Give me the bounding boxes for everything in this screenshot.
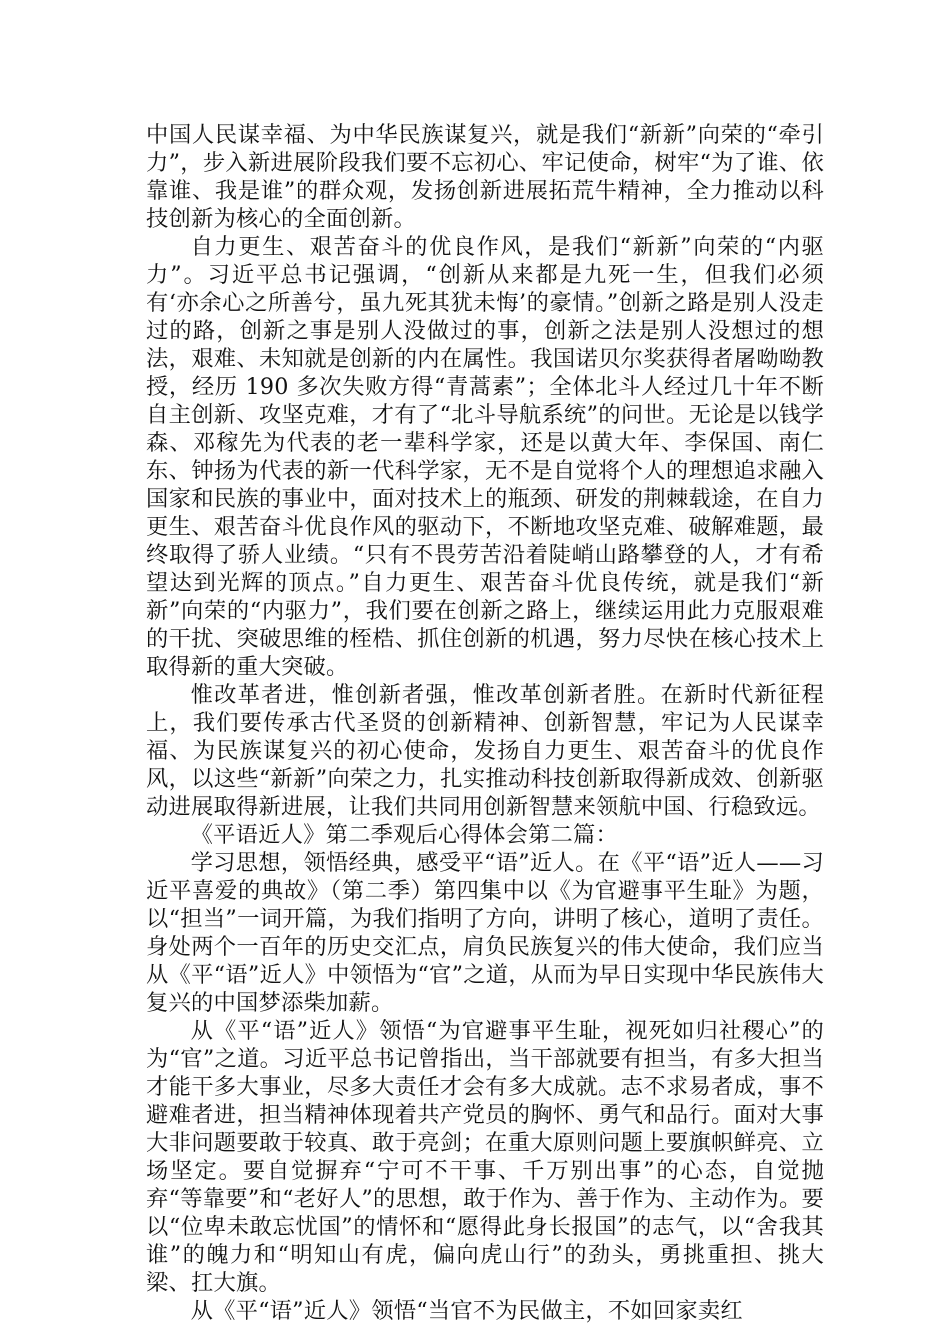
paragraph-1: 中国人民谋幸福、为中华民族谋复兴，就是我们“新新”向荣的“牵引力”，步入新进展阶段我们要不忘初心、牢记使命，树牢“为了谁、依靠谁、我是谁”的群众观，发扬创新进展拓荒牛精神，全力推动以科技创新为核心的全面创新。 — [146, 122, 824, 232]
document-page — [146, 121, 824, 1325]
paragraph-2: 自力更生、艰苦奋斗的优良作风，是我们“新新”向荣的“内驱力”。习近平总书记强调，“创新从来都是九死一生，但我们必须有‘亦余心之所善兮，虽九死其犹未悔’的豪情。”创新之路是别人没走过的路，创新之事是别人没做过的事，创新之法是别人没想过的想法，艰难、未知就是创新的内在属性。我国诺贝尔奖获得者屠呦呦教授，经历 190 多次失败方得“青蒿素”；全体北斗人经过几十年不断自主创新、攻坚克难，才有了“北斗导航系统”的问世。无论是以钱学森、邓稼先为代表的老一辈科学家，还是以黄大年、李保国、南仁东、钟扬为代表的新一代科学家，无不是自觉将个人的理想追求融入国家和民族的事业中，面对技术上的瓶颈、研发的荆棘载途，在自力更生、艰苦奋斗优良作风的驱动下，不断地攻坚克难、破解难题，最终取得了骄人业绩。“只有不畏劳苦沿着陡峭山路攀登的人，才有希望达到光辉的顶点。”自力更生、艰苦奋斗优良传统，就是我们“新新”向荣的“内驱力”，我们要在创新之路上，继续运用此力克服艰难的干扰、突破思维的桎梏、抓住创新的机遇，努力尽快在核心技术上取得新的重大突破。 — [146, 234, 824, 680]
paragraph-6: 从《平“语”近人》领悟“当官不为民做主，不如回家卖红 — [190, 1298, 743, 1324]
paragraph-5: 从《平“语”近人》领悟“为官避事平生耻，视死如归社稷心”的为“官”之道。习近平总书记曾指出，当干部就要有担当，有多大担当才能干多大事业，尽多大责任才会有多大成就。志不求易者成，事不避难者进，担当精神体现着共产党员的胸怀、勇气和品行。面对大事大非问题要敢于较真、敢于亮剑；在重大原则问题上要旗帜鲜亮、立场坚定。要自觉摒弃“宁可不干事、千万别出事”的心态，自觉抛弃“等靠要”和“老好人”的思想，敢于作为、善于作为、主动作为。要以“位卑未敢忘忧国”的情怀和“愿得此身长报国”的志气，以“舍我其谁”的魄力和“明知山有虎，偏向虎山行”的劲头，勇挑重担、挑大梁、扛大旗。 — [146, 1018, 824, 1296]
paragraph-3: 惟改革者进，惟创新者强，惟改革创新者胜。在新时代新征程上，我们要传承古代圣贤的创新精神、创新智慧，牢记为人民谋幸福、为民族谋复兴的初心使命，发扬自力更生、艰苦奋斗的优良作风，以这些“新新”向荣之力，扎实推动科技创新取得新成效、创新驱动进展取得新进展，让我们共同用创新智慧来领航中国、行稳致远。 — [146, 682, 824, 820]
paragraph-4: 学习思想，领悟经典，感受平“语”近人。在《平“语”近人——习近平喜爱的典故》（第二季）第四集中以《为官避事平生耻》为题，以“担当”一词开篇，为我们指明了方向，讲明了核心，道明了责任。身处两个一百年的历史交汇点，肩负民族复兴的伟大使命，我们应当从《平“语”近人》中领悟为“官”之道，从而为早日实现中华民族伟大复兴的中国梦添柴加薪。 — [146, 850, 824, 1016]
section-heading: 《平语近人》第二季观后心得体会第二篇： — [190, 822, 619, 848]
